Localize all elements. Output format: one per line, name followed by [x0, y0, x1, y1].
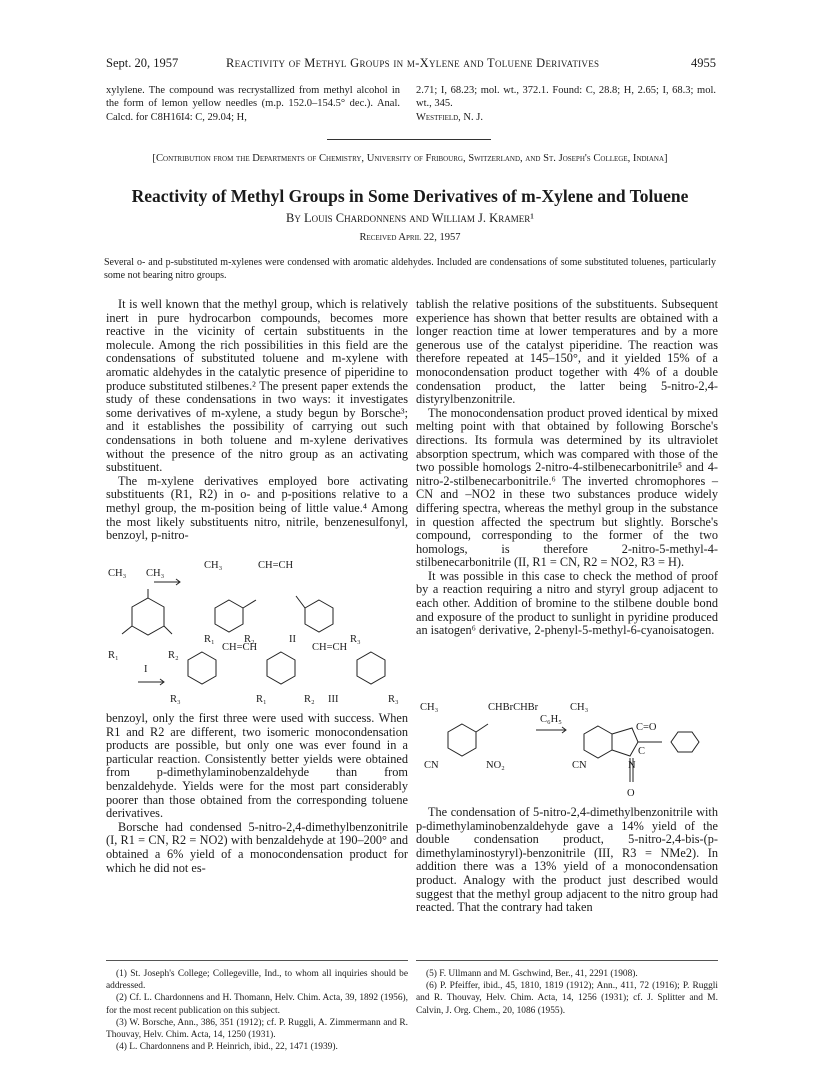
ch3-label: CH₃	[146, 568, 165, 579]
reagent-label: C₆H₅	[540, 714, 562, 725]
benzene-ring-ii-a	[215, 600, 243, 632]
ch3-label: CH₃	[570, 702, 589, 713]
paragraph: benzoyl, only the first three were used with success. When R1 and R2 are different, two isomeric monocondensation products are possible, but only one was ever found in a particular reaction. Consistently better yields were obtained from p-dimethylaminobenzaldehyde than from benzaldehyde. Yields were for the most part considerably poorer than those obtained from the corresponding toluene derivatives.	[106, 711, 408, 821]
footnote-3: (3) W. Borsche, Ann., 386, 351 (1912); cf. P. Ruggli, A. Zimmermann and R. Thouvay, Helv. Chim. Acta, 14, 1250 (1931).	[106, 1017, 408, 1041]
benzene-ring-iii-a	[188, 652, 216, 684]
r2-label: R₂	[168, 650, 179, 661]
compound-number-iii: III	[328, 694, 339, 705]
article-title: Reactivity of Methyl Groups in Some Derivatives of m-Xylene and Toluene	[131, 186, 689, 206]
scheme-structures-i-ii-iii	[106, 560, 410, 708]
r1-label: R₁	[256, 694, 267, 705]
footnote-rule	[416, 960, 718, 961]
right-column-bottom	[416, 806, 718, 915]
left-column-top	[106, 298, 408, 543]
benzene-ring-ii-b	[305, 600, 333, 632]
previous-article-text: 2.71; I, 68.23; mol. wt., 372.1. Found: C, 28.8; H, 2.65; I, 68.3; mol. wt., 345.	[416, 85, 716, 110]
cn-label: CN	[572, 760, 587, 771]
carbonyl-label: C=O	[636, 722, 657, 733]
benzene-ring-dibromide	[448, 724, 476, 756]
r3-label: R₃	[388, 694, 399, 705]
footnotes-right	[416, 968, 718, 1017]
footnote-1: (1) St. Joseph's College; Collegeville, Ind., to whom all inquiries should be addressed.	[106, 969, 408, 992]
header-running-title: Reactivity of Methyl Groups in m-Xylene and Toluene Derivatives	[226, 56, 600, 70]
footnotes-left	[106, 968, 408, 1053]
footnote-5: (5) F. Ullmann and M. Gschwind, Ber., 41, 2291 (1908).	[426, 969, 638, 979]
r2-label: R₂	[244, 634, 255, 645]
n-label: N	[628, 760, 636, 771]
paragraph: It is well known that the methyl group, which is relatively inert in pure hydrocarbon compounds, becomes more reactive in the vicinity of certain substituents in the molecule. Among the rich possibilities in this field are the condensations of substituted toluene and m-xylene with aromatic aldehydes in the catalytic presence of piperidine to produce substituted stilbenes.² The present paper extends the study of these condensations in two ways: it investigates some derivatives of m-xylene, a study begun by Borsche³; and it establishes the possibility of carrying out such condensations in both toluene and m-xylene derivatives without the presence of the nitro group as an activating substituent.	[106, 297, 408, 475]
contribution-note: [Contribution from the Departments of Chemistry, University of Fribourg, Switzerland, and St. Joseph's College, Indiana]	[152, 153, 668, 164]
previous-article-right	[416, 84, 716, 124]
compound-number-ii: II	[289, 634, 296, 645]
phenyl-ring	[671, 732, 699, 752]
previous-article-location: Westfield, N. J.	[416, 111, 483, 123]
benzene-ring-isatogen	[584, 726, 612, 758]
r3-label: R₃	[170, 694, 181, 705]
scheme-isatogen	[416, 702, 720, 802]
page-number: 4955	[691, 56, 716, 70]
dibromide-label: CHBrCHBr	[488, 702, 539, 713]
r1-label: R₁	[108, 650, 119, 661]
received-date: Received April 22, 1957	[359, 232, 461, 243]
header-date: Sept. 20, 1957	[106, 56, 179, 70]
footnote-6: (6) P. Pfeiffer, ibid., 45, 1810, 1819 (1912); Ann., 411, 72 (1916); P. Ruggli and R. Thouvay, Helv. Chim. Acta, 14, 1256 (1931); cf. J. Splitter and M. Calvin, J. Org. Chem., 20, 1086 (1955).	[416, 981, 718, 1016]
left-column-bottom	[106, 712, 408, 875]
abstract: Several o- and p-substituted m-xylenes were condensed with aromatic aldehydes. Included are condensations of some substituted toluenes, particularly some not bearing nitro groups.	[104, 257, 716, 281]
footnote-4: (4) L. Chardonnens and P. Heinrich, ibid., 22, 1471 (1939).	[116, 1042, 338, 1053]
vinyl-label: CH=CH	[258, 560, 294, 571]
r2-label: R₂	[304, 694, 315, 705]
paragraph: The condensation of 5-nitro-2,4-dimethylbenzonitrile with p-dimethylaminobenzaldehyde gave a 14% yield of the double condensation product, 5-nitro-2,4-bis-(p-dimethylaminostyryl)-benzonitrile (III, R3 = NMe2). In addition there was a 13% yield of a monocondensation product. Analogy with the product just described would suggest that the methyl group adjacent to the nitro group had reacted. That the contrary had taken	[416, 805, 718, 915]
paragraph: tablish the relative positions of the substituents. Subsequent experience has shown that better results are obtained with a longer reaction time at lower temperatures and by a more generous use of the catalyst piperidine. The reaction was therefore repeated at 145–150°, and it yielded 15% of a monocondensation product together with 4% of a double condensation product, the latter being 5-nitro-2,4-distyrylbenzonitrile.	[416, 297, 718, 407]
section-divider	[327, 139, 491, 140]
o-label: O	[627, 788, 635, 799]
footnote-2: (2) Cf. L. Chardonnens and H. Thomann, Helv. Chim. Acta, 39, 1892 (1956), for the most recent publication on this subject.	[106, 993, 408, 1016]
paragraph: It was possible in this case to check the method of proof by a reaction requiring a nitro and styryl group adjacent to each other. Addition of bromine to the stilbene double bond and exposure of the product to sunlight in pyridine produced an isatogen⁶ derivative, 2-phenyl-5-methyl-6-cyanoisatogen.	[416, 568, 718, 638]
r3-label: R₃	[350, 634, 361, 645]
ch3-label: CH₃	[204, 560, 223, 571]
ch3-label: CH₃	[108, 568, 127, 579]
c-label: C	[638, 746, 646, 757]
authors: By Louis Chardonnens and William J. Kramer¹	[286, 211, 534, 225]
vinyl-label: CH=CH	[222, 642, 258, 653]
vinyl-label: CH=CH	[312, 642, 348, 653]
right-column-top	[416, 298, 718, 638]
benzene-ring-iii-b	[267, 652, 295, 684]
compound-number-i: I	[144, 664, 148, 675]
paragraph: The monocondensation product proved identical by mixed melting point with that obtained by following Borsche's directions. Its formula was determined by its ultraviolet absorption spectrum, which was compared with those of the two possible homologs 2-nitro-4-stilbenecarbonitrile⁵ and 4-nitro-2-stilbenecarbonitrile.⁶ The inverted chromophores –CN and –NO2 in these two substances produce widely differing spectra, whereas the methyl group in the substance in question affected the spectrum but slightly. Borsche's compound, corresponding to the former of the two homologs, is therefore 2-nitro-5-methyl-4-stilbenecarbonitrile (II, R1 = CN, R2 = NO2, R3 = H).	[416, 405, 718, 570]
paragraph: Borsche had condensed 5-nitro-2,4-dimethylbenzonitrile (I, R1 = CN, R2 = NO2) with benzaldehyde at 190–200° and obtained a 6% yield of a monocondensation product for which he did not es-	[106, 819, 408, 875]
running-header	[106, 56, 716, 74]
ch3-label: CH₃	[420, 702, 439, 713]
benzene-ring-i	[132, 598, 164, 635]
benzene-ring-iii-c	[357, 652, 385, 684]
footnote-rule	[106, 960, 408, 961]
r1-label: R₁	[204, 634, 215, 645]
five-membered-ring	[612, 728, 638, 756]
no2-label: NO₂	[486, 760, 505, 771]
cn-label: CN	[424, 760, 439, 771]
previous-article-left: xylylene. The compound was recrystallized from methyl alcohol in the form of lemon yellow needles (m.p. 152.0–154.5° dec.). Anal. Calcd. for C8H16I4: C, 29.04; H,	[106, 85, 400, 123]
paragraph: The m-xylene derivatives employed bore activating substituents (R1, R2) in o- and p-positions relative to a methyl group, the m-position being of little value.⁴ Among the most likely substituents nitro, nitrile, benzenesulfonyl, benzoyl, p-nitro-	[106, 473, 408, 543]
